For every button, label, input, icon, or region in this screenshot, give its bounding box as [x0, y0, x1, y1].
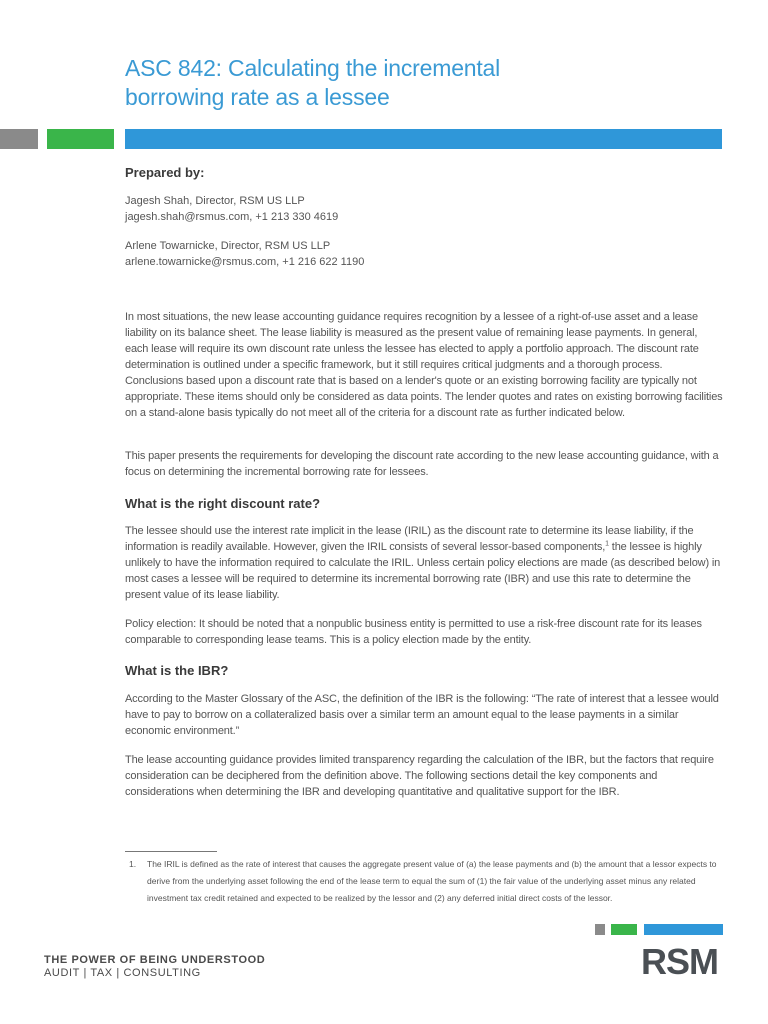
section-paragraph: According to the Master Glossary of the ASC, the definition of the IBR is the following: “The rate of interest that a lessee would have to pay to borrow on a collateralized basis over a similar term an amount equal to the lease payments in a similar economic environment.”: [125, 693, 719, 737]
accent-bar-green: [47, 129, 114, 149]
tagline: THE POWER OF BEING UNDERSTOOD: [44, 954, 266, 966]
title-line-1: ASC 842: Calculating the incremental: [125, 55, 501, 81]
accent-bar-gray: [0, 129, 38, 149]
author-block: [125, 193, 338, 225]
intro-paragraph: In most situations, the new lease accounting guidance requires recognition by a lessee of a right-of-use asset and a lease liability on its balance sheet. The lease liability is measured as the present value of remaining lease payments. In general, each lease will require its own discount rate unless the lessee has elected to apply a portfolio approach. The discount rate determination is outlined under a specific framework, but it still requires critical judgments and a thorough process. Conclusions based upon a discount rate that is based on a lender's quote or an existing borrowing facility are typically not appropriate. These items should only be considered as data points. The lender quotes and rates on existing borrowing facilities on a stand-alone basis typically do not meet all of the criteria for a discount rate as further indicated below.: [125, 311, 723, 419]
prepared-by-heading: Prepared by:: [125, 165, 205, 180]
footer-tagline: [44, 954, 265, 980]
section-paragraph: [125, 523, 723, 603]
footnote-number: 1.: [129, 859, 137, 869]
logo-accent-blue: [644, 924, 723, 935]
footnote: [125, 856, 723, 907]
intro-paragraph: This paper presents the requirements for developing the discount rate according to the new lease accounting guidance, with a focus on determining the incremental borrowing rate for lessees.: [125, 450, 719, 478]
accent-bar-blue: [125, 129, 722, 149]
policy-election-paragraph: Policy election: It should be noted that a nonpublic business entity is permitted to use a risk-free discount rate for its leases comparable to corresponding lease teams. This is a policy election made by the entity.: [125, 618, 702, 646]
document-title: [125, 54, 685, 112]
rsm-logo: RSM: [641, 941, 718, 982]
services-line: AUDIT | TAX | CONSULTING: [44, 967, 201, 979]
author-name: Arlene Towarnicke, Director, RSM US LLP: [125, 240, 331, 252]
author-contact: arlene.towarnicke@rsmus.com, +1 216 622 1190: [125, 256, 365, 268]
footnote-divider: [125, 851, 217, 852]
author-name: Jagesh Shah, Director, RSM US LLP: [125, 195, 305, 207]
paragraph-text: The lessee should use the interest rate implicit in the lease (IRIL) as the discount rate to determine its lease liability, if the information is readily available. However, given the IRIL consists of several lessor-based components,: [125, 525, 694, 553]
footnote-text: The IRIL is defined as the rate of interest that causes the aggregate present value of (a) the lease payments and (b) the amount that a lessor expects to derive from the underlying asset following the end of the lease term to equal the sum of (1) the fair value of the underlying asset minus any related investment tax credit retained and expected to be realized by the lessor and (2) any deferred initial direct costs of the lessor.: [147, 859, 717, 903]
logo-accent-green: [611, 924, 637, 935]
section-heading: What is the right discount rate?: [125, 496, 321, 511]
footnote-ref: 1: [605, 540, 609, 548]
title-line-2: borrowing rate as a lessee: [125, 84, 390, 110]
paragraph-text: the lessee is highly unlikely to have the information required to calculate the IRIL. Unless certain policy elections are made (as described below) in most cases a lessee will be required to determine its incremental borrowing rate (IBR) and use this rate to determine the present value of its lease liability.: [125, 541, 721, 601]
logo-accent-gray: [595, 924, 605, 935]
author-block: [125, 238, 364, 270]
section-paragraph: The lease accounting guidance provides limited transparency regarding the calculation of the IBR, but the factors that require consideration can be deciphered from the definition above. The following sections detail the key components and considerations when determining the IBR and developing quantitative and qualitative support for the IBR.: [125, 754, 714, 798]
author-contact: jagesh.shah@rsmus.com, +1 213 330 4619: [125, 211, 339, 223]
section-heading: What is the IBR?: [125, 663, 229, 678]
